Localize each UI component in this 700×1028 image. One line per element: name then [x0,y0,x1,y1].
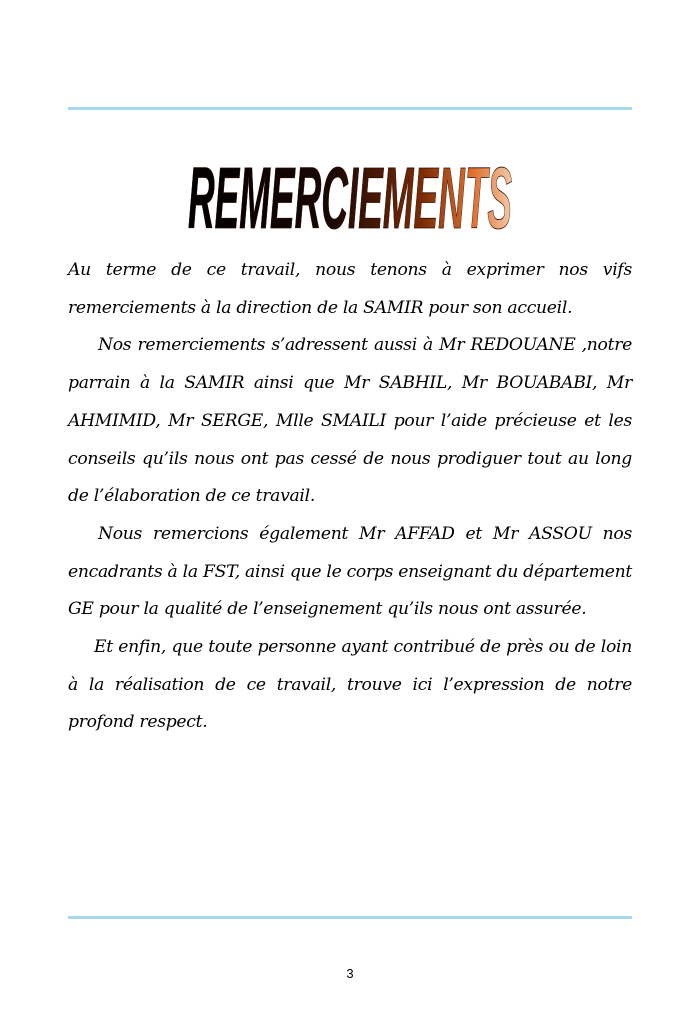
paragraph-4: Et enfin, que toute personne ayant contribué de près ou de loin à la réalisation de ce travail, trouve ici l’expression de notre profond respect. [68,637,632,733]
title-banner [0,128,700,247]
acknowledgements-body [68,252,632,742]
footer-rule [68,916,632,919]
paragraph-2: Nos remerciements s’adressent aussi à Mr REDOUANE ,notre parrain à la SAMIR ainsi que Mr SABHIL, Mr BOUABABI, Mr AHMIMID, Mr SERGE, Mlle SMAILI pour l’aide précieuse et les conseils qu’ils nous ont pas cessé de nous prodiguer tout au long de l’élaboration de ce travail. [68,335,632,507]
page-number: 3 [346,966,354,981]
paragraph-3: Nous remercions également Mr AFFAD et Mr ASSOU nos encadrants à la FST, ainsi que le corps enseignant du département GE pour la qualité de l’enseignement qu’ils nous ont assurée. [68,523,632,620]
header-rule [68,107,632,110]
paragraph-1: Au terme de ce travail, nous tenons à exprimer nos vifs remerciements à la direction de la SAMIR pour son accueil. [68,260,632,318]
page-title: REMERCIEMENTS [188,149,513,247]
title-wordart [170,128,530,247]
